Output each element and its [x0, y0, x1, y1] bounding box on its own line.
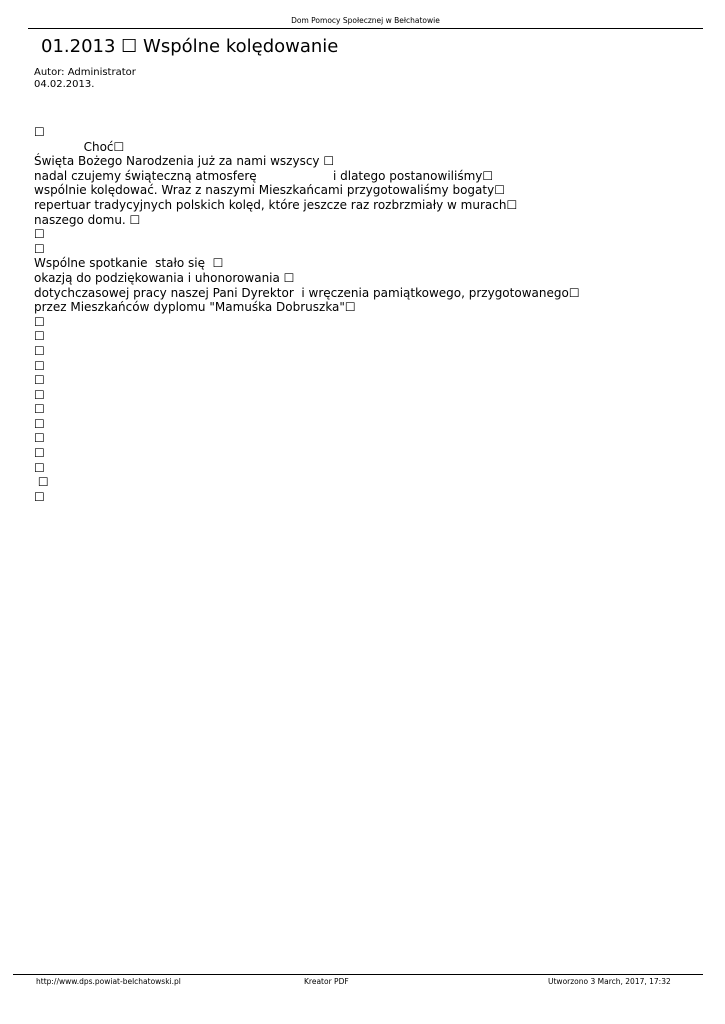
body-line: ☐: [34, 431, 45, 446]
footer-generator: Kreator PDF: [304, 977, 349, 986]
article-date: 04.02.2013.: [34, 79, 95, 90]
body-line: wspólnie kolędować. Wraz z naszymi Mieszkańcami przygotowaliśmy bogaty☐: [34, 183, 505, 198]
body-line: przez Mieszkańców dyplomu "Mamuśka Dobruszka"☐: [34, 300, 356, 315]
article-meta: [34, 67, 136, 91]
body-line: nadal czujemy świąteczną atmosferę i dlatego postanowiliśmy☐: [34, 168, 494, 183]
body-line: ☐: [34, 227, 45, 242]
footer-created: Utworzono 3 March, 2017, 17:32: [548, 977, 671, 986]
body-line: ☐: [34, 329, 45, 344]
site-header: Dom Pomocy Społecznej w Bełchatowie: [291, 16, 440, 25]
article-body: [34, 125, 674, 504]
footer-url[interactable]: http://www.dps.powiat-belchatowski.pl: [36, 977, 181, 986]
body-line: Święta Bożego Narodzenia już za nami wszyscy ☐: [34, 154, 335, 169]
body-line: okazją do podziękowania i uhonorowania ☐: [34, 270, 295, 285]
body-line: ☐: [34, 373, 45, 388]
body-line: ☐: [34, 475, 49, 490]
body-line: dotychczasowej pracy naszej Pani Dyrektor i wręczenia pamiątkowego, przygotowanego☐: [34, 285, 580, 300]
body-line: ☐: [34, 387, 45, 402]
body-line: ☐: [34, 489, 45, 504]
body-line: ☐: [34, 460, 45, 475]
footer-divider: [13, 974, 703, 975]
body-line: ☐: [34, 343, 45, 358]
body-line: Wspólne spotkanie stało się ☐: [34, 256, 224, 271]
body-line: ☐: [34, 358, 45, 373]
body-line: Choć☐: [34, 139, 125, 154]
body-line: naszego domu. ☐: [34, 212, 141, 227]
body-line: repertuar tradycyjnych polskich kolęd, które jeszcze raz rozbrzmiały w murach☐: [34, 197, 518, 212]
author-line: Autor: Administrator: [34, 67, 136, 78]
page-title: 01.2013 ☐ Wspólne kolędowanie: [41, 36, 339, 57]
body-line: ☐: [34, 416, 45, 431]
body-line: ☐: [34, 314, 45, 329]
body-line: ☐: [34, 125, 45, 139]
body-line: ☐: [34, 446, 45, 461]
body-line: ☐: [34, 402, 45, 417]
body-line: ☐: [34, 241, 45, 256]
header-divider: [28, 28, 703, 29]
